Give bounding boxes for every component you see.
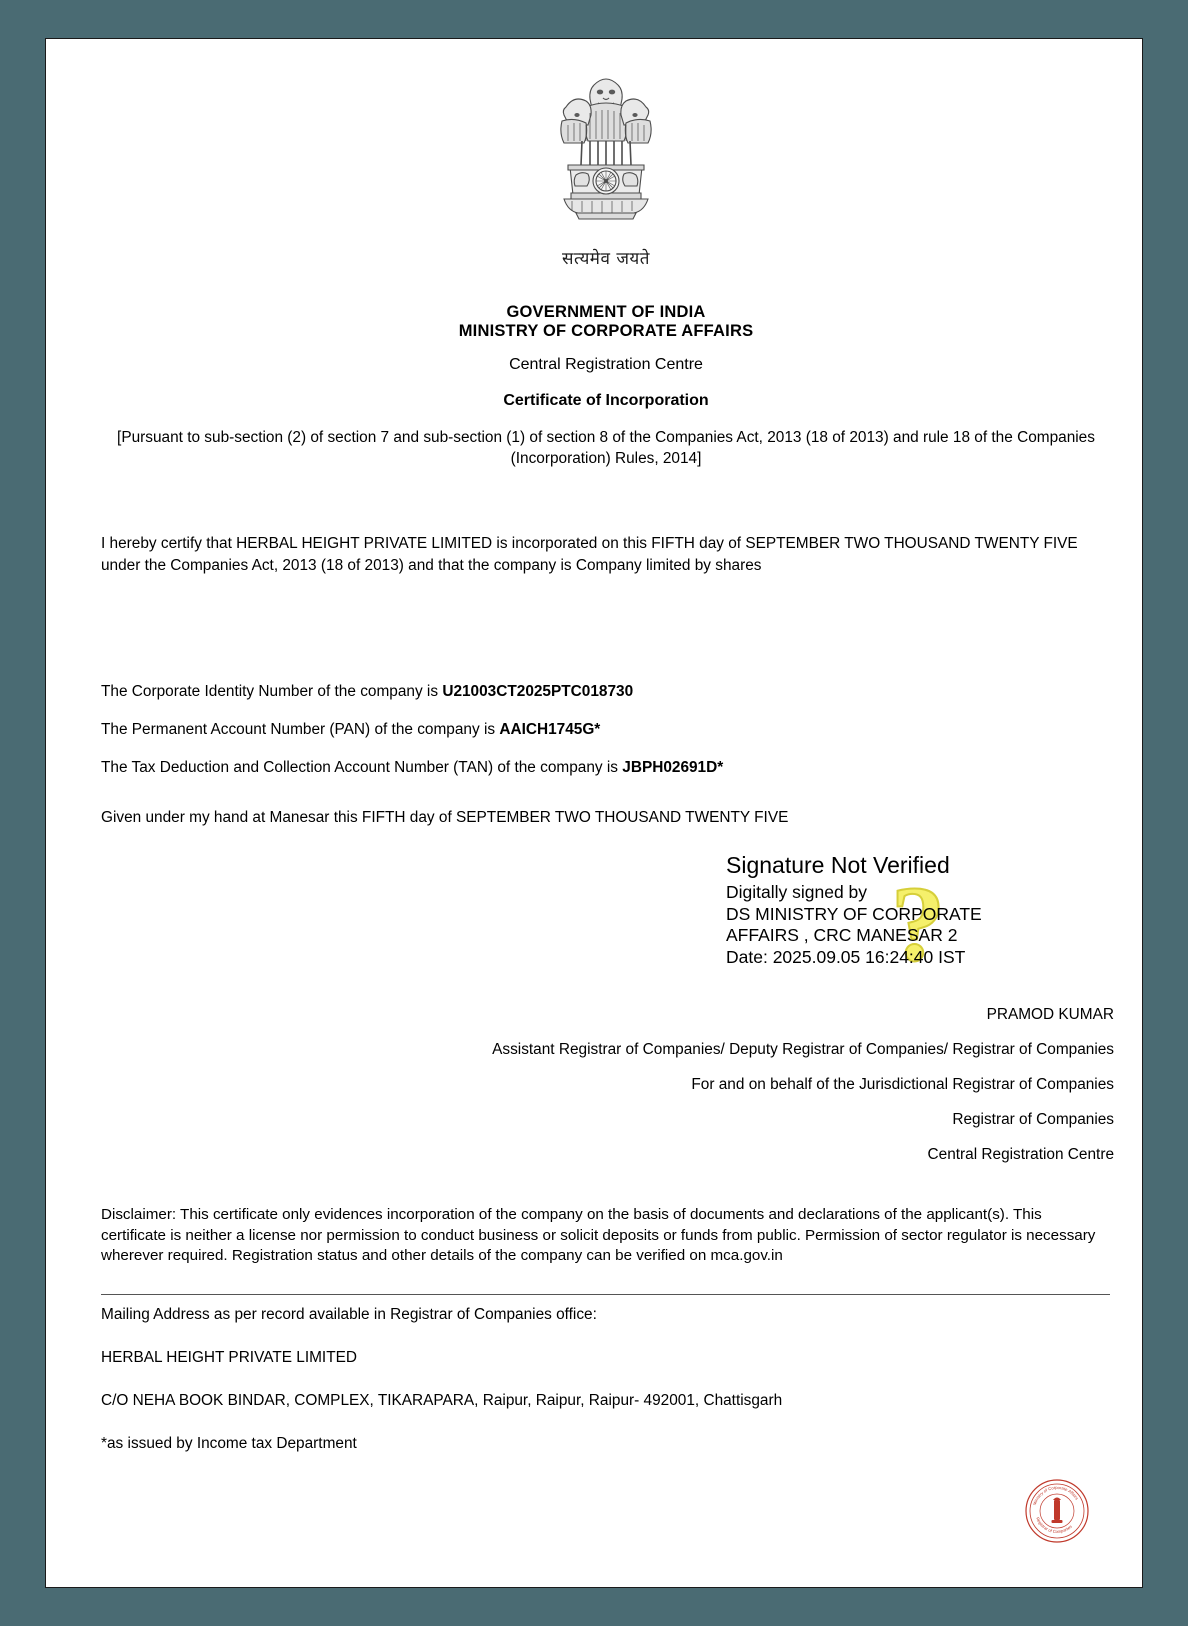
signed-by-label: Digitally signed by <box>726 882 868 902</box>
svg-text:Registrar of Companies: Registrar of Companies <box>1035 1516 1073 1535</box>
pan-line <box>101 719 600 741</box>
signatory-behalf: For and on behalf of the Jurisdictional Registrar of Companies <box>691 1076 1114 1093</box>
certificate-sheet <box>45 38 1143 1588</box>
cin-value: U21003CT2025PTC018730 <box>442 683 634 700</box>
signature-details <box>726 882 1143 968</box>
registrar-seal <box>1024 1478 1090 1549</box>
mailing-heading: Mailing Address as per record available in Registrar of Companies office: <box>101 1306 597 1323</box>
emblem-motto: सत्यमेव जयते <box>562 249 650 269</box>
tan-value: JBPH02691D* <box>622 759 724 776</box>
signature-date: Date: 2025.09.05 16:24:40 IST <box>726 946 966 967</box>
digital-signature-block <box>726 851 1143 984</box>
government-title: GOVERNMENT OF INDIA <box>506 303 706 321</box>
section-divider <box>101 1294 1110 1295</box>
income-tax-footnote: *as issued by Income tax Department <box>101 1435 357 1452</box>
mailing-address: C/O NEHA BOOK BINDAR, COMPLEX, TIKARAPARA, Raipur, Raipur, Raipur- 492001, Chattisgarh <box>101 1392 783 1409</box>
cin-line <box>101 681 633 703</box>
svg-text:Ministry of Corporate Affairs: Ministry of Corporate Affairs <box>1031 1484 1080 1506</box>
cin-label: The Corporate Identity Number of the company is <box>101 683 443 700</box>
pursuant-clause: [Pursuant to sub-section (2) of section 7 and sub-section (1) of section 8 of the Companies Act, 2013 (18 of 2013) and rule 18 of the Companies (Incorporation) Rules, 2014] <box>117 429 1095 467</box>
signature-status: Signature Not Verified <box>726 852 950 878</box>
certification-paragraph: I hereby certify that HERBAL HEIGHT PRIVATE LIMITED is incorporated on this FIFTH day of SEPTEMBER TWO THOUSAND TWENTY FIVE under the Companies Act, 2013 (18 of 2013) and that the company is Company limited by shares <box>101 535 1078 574</box>
national-emblem-block <box>98 67 1114 269</box>
national-emblem-lion-capital-icon <box>542 67 670 245</box>
signatory-registrar: Registrar of Companies <box>952 1111 1114 1128</box>
office-subtitle: Central Registration Centre <box>509 356 703 373</box>
mailing-company-name: HERBAL HEIGHT PRIVATE LIMITED <box>101 1349 357 1366</box>
signer-line-1: DS MINISTRY OF CORPORATE <box>726 903 982 924</box>
pan-value: AAICH1745G* <box>499 721 601 738</box>
signer-line-2: AFFAIRS , CRC MANESAR 2 <box>726 925 958 945</box>
signatory-designation: Assistant Registrar of Companies/ Deputy Registrar of Companies/ Registrar of Companies <box>492 1041 1114 1058</box>
certificate-outer-border <box>40 33 1148 1593</box>
ministry-title: MINISTRY OF CORPORATE AFFAIRS <box>458 322 754 340</box>
tan-label: The Tax Deduction and Collection Account Number (TAN) of the company is <box>101 759 623 776</box>
tan-line <box>101 757 723 779</box>
signatory-name: PRAMOD KUMAR <box>986 1006 1114 1023</box>
pan-label: The Permanent Account Number (PAN) of the company is <box>101 721 500 738</box>
disclaimer-text: Disclaimer: This certificate only evidences incorporation of the company on the basis of documents and declarations of the applicant(s). This certificate is neither a license nor permission to conduct business or solicit deposits or funds from public. Permission of sector regulator is necessary wherever required. Registration status and other details of the company can be verified on mca.gov.in <box>101 1206 1096 1264</box>
given-under-hand-line: Given under my hand at Manesar this FIFTH day of SEPTEMBER TWO THOUSAND TWENTY FIVE <box>101 809 789 826</box>
question-mark-icon: ? <box>891 865 945 984</box>
signatory-centre: Central Registration Centre <box>927 1146 1114 1163</box>
certificate-title: Certificate of Incorporation <box>503 392 709 409</box>
mca-registrar-seal-icon <box>1024 1478 1090 1544</box>
